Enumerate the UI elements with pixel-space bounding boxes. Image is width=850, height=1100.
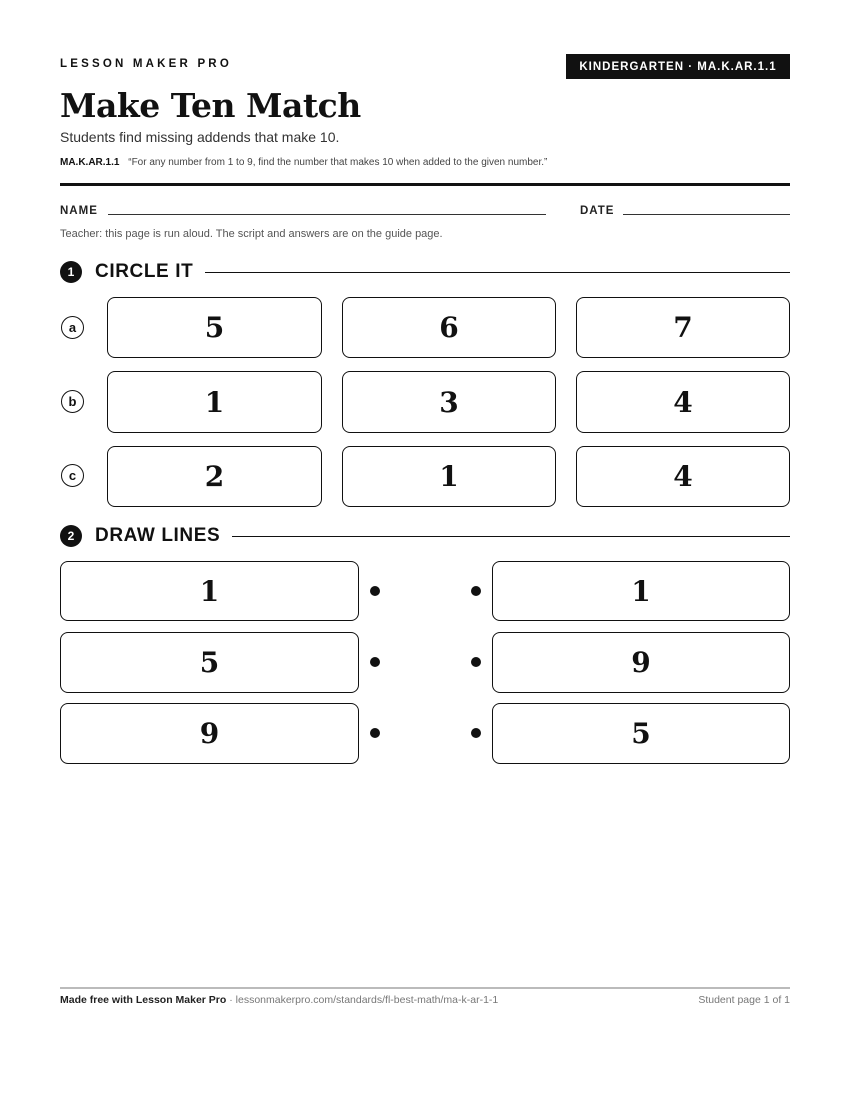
choice-box-a-1[interactable]: 5 <box>107 297 322 358</box>
section-draw-lines-header <box>60 524 790 548</box>
match-right-dot-3[interactable] <box>471 728 481 738</box>
match-left-dot-1[interactable] <box>370 586 380 596</box>
choice-box-a-3[interactable]: 7 <box>576 297 790 358</box>
header-divider <box>60 183 790 186</box>
name-field[interactable] <box>108 214 546 215</box>
grade-standard-badge: KINDERGARTEN · MA.K.AR.1.1 <box>566 54 790 79</box>
match-right-box-1[interactable]: 1 <box>492 561 790 621</box>
match-right-box-2[interactable]: 9 <box>492 632 790 693</box>
footer-credit <box>60 994 498 1006</box>
footer-divider <box>60 987 790 989</box>
match-left-dot-3[interactable] <box>370 728 380 738</box>
date-label: DATE <box>580 205 615 217</box>
choice-box-b-3[interactable]: 4 <box>576 371 790 433</box>
row-label-b: b <box>61 390 84 413</box>
match-left-dot-2[interactable] <box>370 657 380 667</box>
row-label-a: a <box>61 316 84 339</box>
section-title: DRAW LINES <box>95 525 221 546</box>
standard-code: MA.K.AR.1.1 <box>60 157 120 168</box>
brand-name: LESSON MAKER PRO <box>60 58 232 70</box>
date-field[interactable] <box>623 214 790 215</box>
standard-text: “For any number from 1 to 9, find the number that makes 10 when added to the given number.” <box>128 157 548 168</box>
section-circle-it-header <box>60 260 790 284</box>
footer-separator: · <box>226 994 236 1006</box>
page-title: Make Ten Match <box>60 86 361 125</box>
section-number-badge: 1 <box>60 261 82 283</box>
page-subtitle: Students find missing addends that make 10. <box>60 129 340 145</box>
match-right-dot-2[interactable] <box>471 657 481 667</box>
choice-box-c-2[interactable]: 1 <box>342 446 556 507</box>
section-title: CIRCLE IT <box>95 261 194 282</box>
section-number-badge: 2 <box>60 525 82 547</box>
match-left-box-1[interactable]: 1 <box>60 561 359 621</box>
match-left-box-3[interactable]: 9 <box>60 703 359 764</box>
match-right-dot-1[interactable] <box>471 586 481 596</box>
footer-page-number: Student page 1 of 1 <box>698 994 790 1006</box>
choice-box-c-3[interactable]: 4 <box>576 446 790 507</box>
section-divider <box>205 272 790 273</box>
footer-url-link[interactable]: lessonmakerpro.com/standards/fl-best-math/ma-k-ar-1-1 <box>235 994 499 1006</box>
standard-line <box>60 157 547 168</box>
choice-box-c-1[interactable]: 2 <box>107 446 322 507</box>
choice-box-a-2[interactable]: 6 <box>342 297 556 358</box>
name-label: NAME <box>60 205 98 217</box>
match-right-box-3[interactable]: 5 <box>492 703 790 764</box>
choice-box-b-2[interactable]: 3 <box>342 371 556 433</box>
row-label-c: c <box>61 464 84 487</box>
match-left-box-2[interactable]: 5 <box>60 632 359 693</box>
footer-made-with: Made free with Lesson Maker Pro <box>60 994 227 1006</box>
teacher-note: Teacher: this page is run aloud. The script and answers are on the guide page. <box>60 228 443 240</box>
section-divider <box>232 536 790 537</box>
choice-box-b-1[interactable]: 1 <box>107 371 322 433</box>
